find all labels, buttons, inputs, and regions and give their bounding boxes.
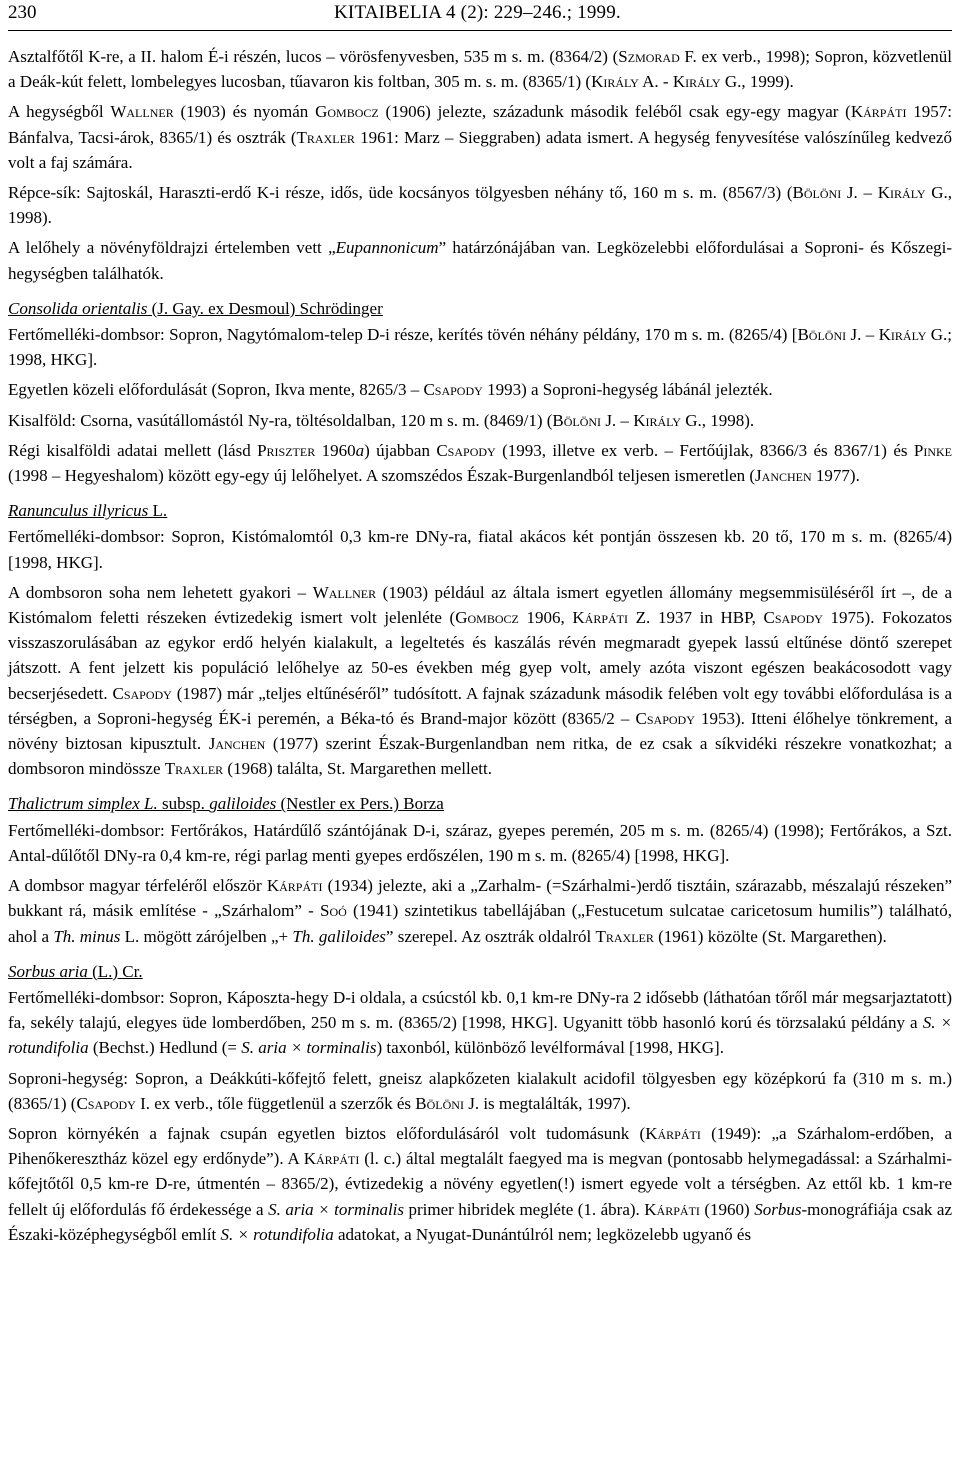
paragraph-locality-end: Asztalfőtől K-re, a II. halom É-i részén, lucos – vörösfenyvesben, 535 m s. m. (8364/2) (Szmorad F. ex verb., 1998); Sopron, közvetlenül a Deák-kút felett, lombelegyes lucosban, tűavaron kis foltban, 305 m. s. m. (8365/1) (Király A. - Király G., 1999). (8, 47, 952, 92)
species-heading-thalictrum: Thalictrum simplex L. subsp. galiloides (Nestler ex Pers.) Borza (8, 794, 444, 814)
paragraph-sorbus-2: Soproni-hegység: Sopron, a Deákkúti-kőfejtő felett, gneisz alapkőzeten kialakult acidofil tölgyesben egy középkorú fa (310 m s. m.) (8365/1) (Csapody I. ex verb., tőle függetlenül a szerzők és Bölöni J. is megtalálták, 1997). (8, 1068, 952, 1113)
page (8, 0, 952, 1252)
header-rule (8, 30, 952, 31)
paragraph-sorbus-1: Fertőmelléki-dombsor: Sopron, Káposzta-hegy D-i oldala, a csúcstól kb. 0,1 km-re DNy-ra 2 idősebb (láthatóan tőről már megsarjaztatott) fa, sekély talajú, elegyes üde lomberdőben, 250 m s. m. (8365/2) [1998, HKG]. Ugyanitt több hasonló korú és törzsalakú példány a S. × rotundifolia (Bechst.) Hedlund (= S. aria × torminalis) taxonból, különböző levélformával [1998, HKG]. (8, 987, 953, 1058)
paragraph-repce-sik: Répce-sík: Sajtoskál, Haraszti-erdő K-i része, idős, üde kocsányos tölgyesben néhány tő, 160 m s. m. (8567/3) (Bölöni J. – Király G., 1998). (8, 183, 952, 228)
paragraph-ranunculus-2: A dombsoron soha nem lehetett gyakori – Wallner (1903) például az általa ismert egyetlen állomány megsemmisüléséről írt –, de a Kistómalom feletti részeken évtizedekig ismert volt jelenléte (Gombocz 1906, Kárpáti Z. 1937 in HBP, Csapody 1975). Fokozatos visszaszorulásában az egykor erdő helyén kialakult, a legeltetés és kaszálás révén megmaradt gyepek lassú eltűnése döntő szerepet játszott. A fent jelzett kis populáció lelőhelye az 50-es években még gyep volt, amely azóta viszont egészen beakácosodott vagy becserjésedett. Csapody (1987) már „teljes eltűnéséről” tudósított. A fajnak századunk második felében volt egy további előfordulása is a térségben, a Soproni-hegység ÉK-i peremén, a Béka-tó és Brand-major között (8365/2 – Csapody 1953). Itteni élőhelye tönkrement, a növény biztosan kipusztult. Janchen (1977) szerint Észak-Burgenlandban nem ritka, de ez csak a síkvidéki részekre vonatkozhat; a dombsoron mindössze Traxler (1968) találta, St. Margarethen mellett. (8, 582, 952, 779)
paragraph-thalictrum-2: A dombsor magyar térfeléről először Kárpáti (1934) jelezte, aki a „Zarhalm- (=Szárhalmi-)erdő tisztáin, szárazabb, mészalajú részeken” bukkant rá, másik említése - „Szárhalom” - Soó (1941) szintetikus tabellájában („Festucetum sulcatae caricetosum humilis”) található, ahol a Th. minus L. mögött zárójelben „+ Th. galiloides” szerepel. Az osztrák oldalról Traxler (1961) közölte (St. Margarethen). (8, 876, 953, 946)
paragraph-consolida-1: Fertőmelléki-dombsor: Sopron, Nagytómalom-telep D-i része, kerítés tövén néhány példány, 170 m s. m. (8265/4) [Bölöni J. – Király G.; 1998, HKG]. (8, 325, 952, 370)
paragraph-consolida-2: Egyetlen közeli előfordulását (Sopron, Ikva mente, 8265/3 – Csapody 1993) a Soproni-hegység lábánál jelezték. (8, 380, 773, 400)
journal-citation: KITAIBELIA 4 (2): 229–246.; 1999. (334, 2, 621, 23)
species-heading-consolida: Consolida orientalis (J. Gay. ex Desmoul) Schrödinger (8, 298, 383, 318)
article-body (8, 44, 952, 1247)
paragraph-history: A hegységből Wallner (1903) és nyomán Gombocz (1906) jelezte, századunk második feléből csak egy-egy magyar (Kárpáti 1957: Bánfalva, Tacsi-árok, 8365/1) és osztrák (Traxler 1961: Marz – Sieggraben) adata ismert. A hegység fenyvesítése valószínűleg kedvező volt a faj számára. (8, 102, 952, 172)
paragraph-consolida-3: Kisalföld: Csorna, vasútállomástól Ny-ra, töltésoldalban, 120 m s. m. (8469/1) (Bölöni J. – Király G., 1998). (8, 410, 755, 430)
running-header (8, 2, 952, 38)
paragraph-sorbus-3: Sopron környékén a fajnak csupán egyetlen biztos előfordulásáról volt tudomásunk (Kárpáti (1949): „a Szárhalom-erdőben, a Pihenőkeresztház közel egy erdőnyde”). A Kárpáti (l. c.) által megtalált faegyed ma is megvan (pontosabb helymegadással: a Szárhalmi-kőfejtőtől 0,5 km-re D-re, útmentén – 8365/2), évtizedekig a növény egyetlen(!) ismert egyede volt a térségben. Az ettől kb. 1 km-re fellelt új előfordulás fő érdekessége a S. aria × torminalis primer hibridek megléte (1. ábra). Kárpáti (1960) Sorbus-monográfiája csak az Északi-középhegységből említ S. × rotundifolia adatokat, a Nyugat-Dunántúlról nem; legközelebb ugyanő és (8, 1123, 953, 1244)
paragraph-thalictrum-1: Fertőmelléki-dombsor: Fertőrákos, Határdűlő szántójának D-i, száraz, gyepes peremén, 205 m s. m. (8265/4) (1998); Fertőrákos, a Szt. Antal-dűlőtől DNy-ra 0,4 km-re, régi parlag menti gyepes erdőszélen, 190 m s. m. (8265/4) [1998, HKG]. (8, 820, 952, 865)
page-number: 230 (8, 2, 37, 23)
paragraph-consolida-4: Régi kisalföldi adatai mellett (lásd Priszter 1960a) újabban Csapody (1993, illetve ex verb. – Fertőújlak, 8366/3 és 8367/1) és Pinke (1998 – Hegyeshalom) között egy-egy új lelőhelyet. A szomszédos Észak-Burgenlandból teljesen ismeretlen (Janchen 1977). (8, 440, 952, 486)
paragraph-ranunculus-1: Fertőmelléki-dombsor: Sopron, Kistómalomtól 0,3 km-re DNy-ra, fiatal akácos két pontján összesen kb. 20 tő, 170 m s. m. (8265/4) [1998, HKG]. (8, 527, 952, 572)
paragraph-eupannonicum: A lelőhely a növényföldrajzi értelemben vett „Eupannonicum” határzónájában van. Legközelebbi előfordulásai a Soproni- és Kőszegi-hegységben találhatók. (8, 238, 952, 283)
species-heading-sorbus: Sorbus aria (L.) Cr. (8, 961, 143, 981)
species-heading-ranunculus: Ranunculus illyricus L. (8, 501, 168, 521)
